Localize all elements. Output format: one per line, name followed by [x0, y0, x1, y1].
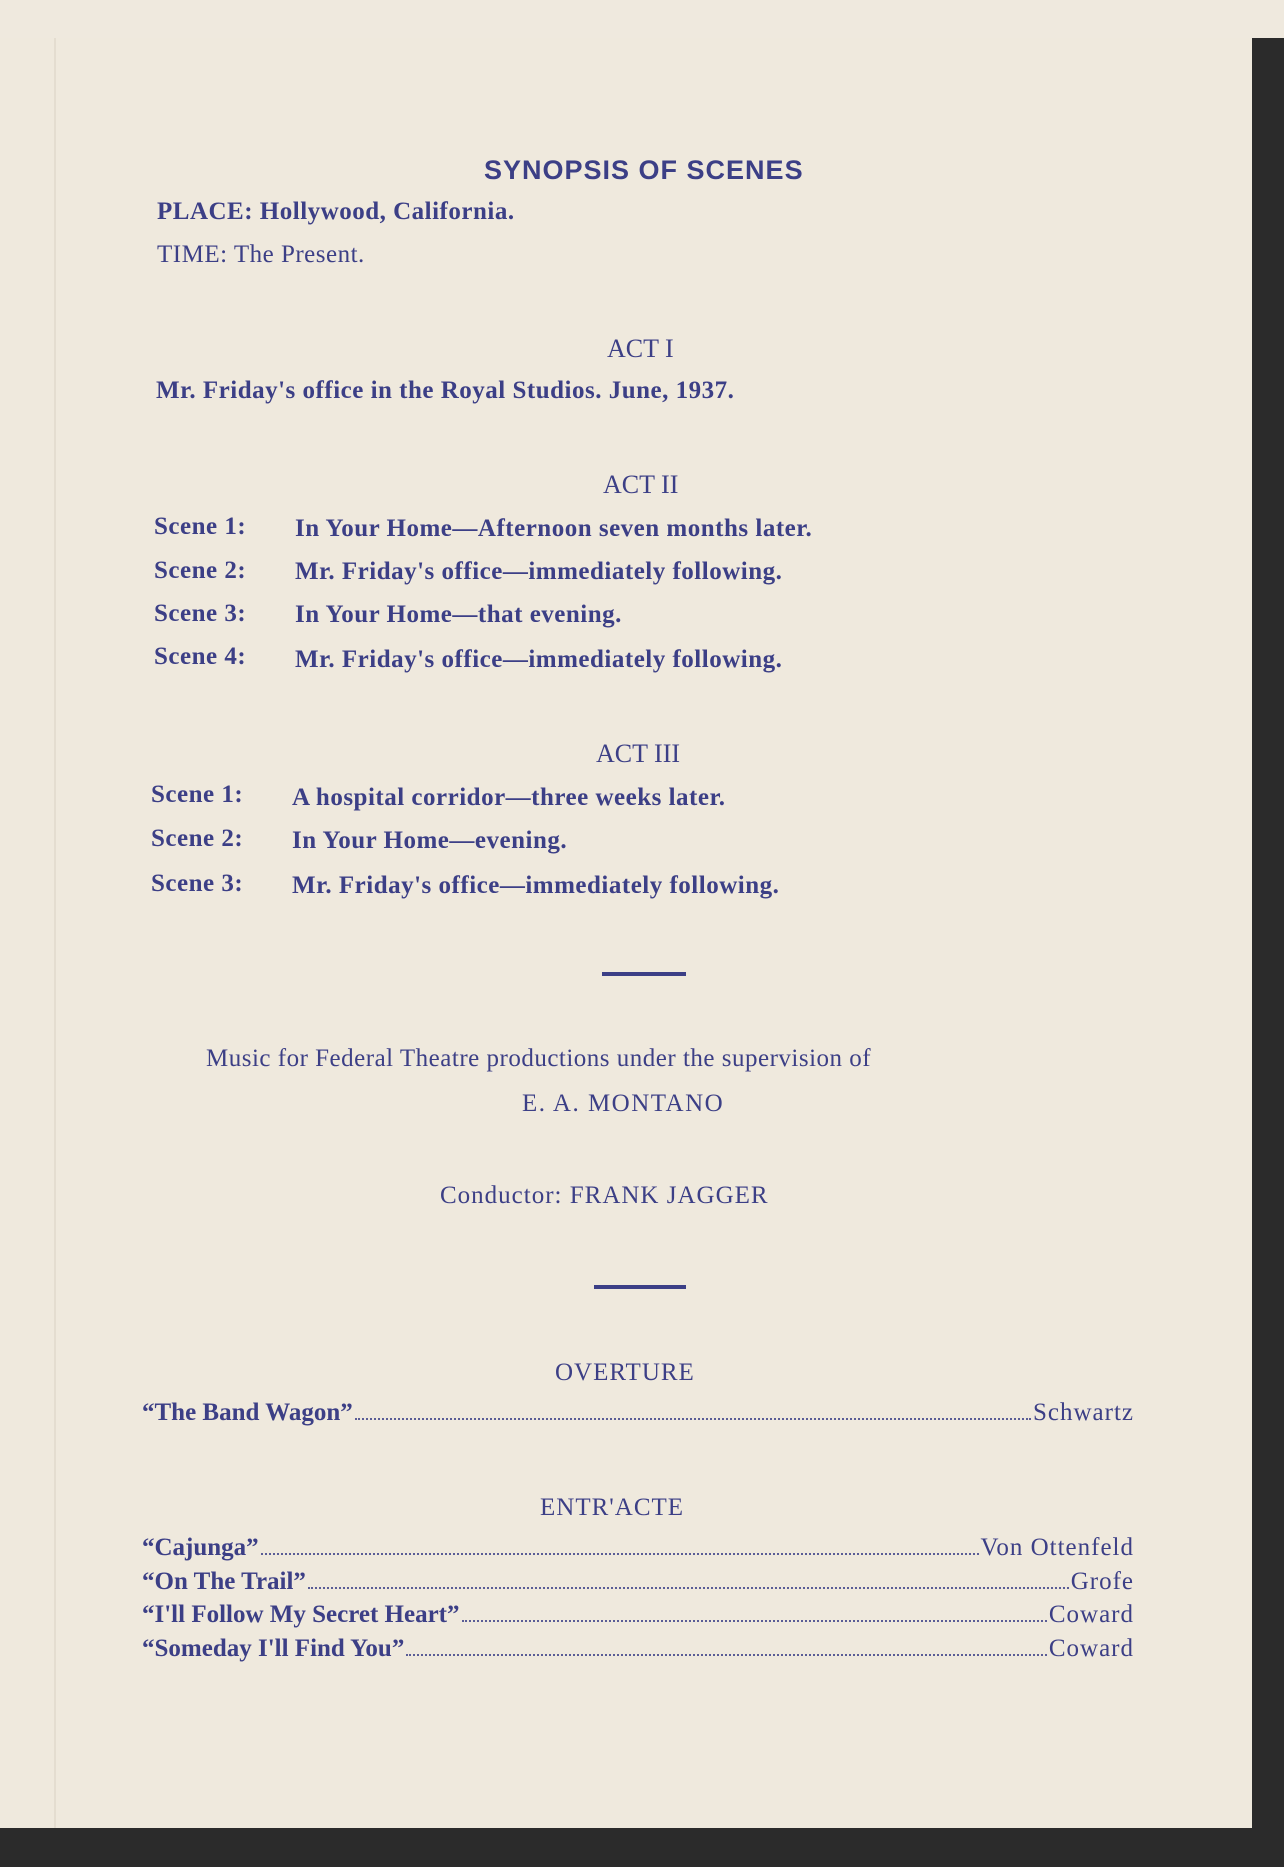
act-2-scene-3-text: In Your Home—that evening. [295, 601, 622, 628]
dot-leader [261, 1553, 979, 1555]
scan-border-bottom [0, 1828, 1284, 1867]
piece-composer: Von Ottenfeld [980, 1534, 1134, 1561]
music-credit-line: Music for Federal Theatre productions under the supervision of [206, 1045, 872, 1072]
act-2-scene-2-label: Scene 2: [154, 557, 247, 584]
piece-composer: Coward [1048, 1635, 1134, 1662]
music-supervisor: E. A. MONTANO [522, 1090, 725, 1117]
act-3-scene-3-label: Scene 3: [151, 870, 244, 897]
list-item [142, 1601, 1134, 1629]
divider-rule [602, 972, 686, 976]
piece-title: “The Band Wagon” [142, 1399, 353, 1426]
piece-composer: Coward [1048, 1601, 1134, 1628]
entracte-heading: ENTR'ACTE [540, 1494, 685, 1521]
scan-border-right [1252, 38, 1284, 1867]
dot-leader [462, 1620, 1047, 1622]
conductor-credit: Conductor: FRANK JAGGER [440, 1182, 769, 1209]
piece-title: “I'll Follow My Secret Heart” [142, 1601, 460, 1628]
act-3-scene-2-text: In Your Home—evening. [292, 827, 568, 854]
page-fold [54, 38, 56, 1828]
piece-composer: Grofe [1070, 1568, 1134, 1595]
act-2-scene-4-text: Mr. Friday's office—immediately following. [295, 646, 783, 673]
dot-leader [406, 1654, 1047, 1656]
act-2-scene-1-text: In Your Home—Afternoon seven months later. [295, 515, 813, 542]
act-1-heading: ACT I [607, 334, 674, 363]
act-3-scene-1-text: A hospital corridor—three weeks later. [292, 784, 726, 811]
time-line: TIME: The Present. [157, 241, 365, 268]
act-3-scene-3-text: Mr. Friday's office—immediately following. [292, 872, 780, 899]
list-item [142, 1568, 1134, 1596]
act-1-line: Mr. Friday's office in the Royal Studios. June, 1937. [156, 377, 735, 404]
act-3-heading: ACT III [596, 739, 681, 768]
act-3-scene-1-label: Scene 1: [151, 781, 244, 808]
act-2-scene-4-label: Scene 4: [154, 643, 247, 670]
piece-title: “Cajunga” [142, 1534, 259, 1561]
divider-rule [594, 1285, 686, 1289]
piece-title: “On The Trail” [142, 1568, 306, 1595]
list-item [142, 1534, 1134, 1562]
dot-leader [308, 1587, 1069, 1589]
act-2-scene-2-text: Mr. Friday's office—immediately following. [295, 558, 783, 585]
piece-composer: Schwartz [1032, 1399, 1134, 1426]
page-title: SYNOPSIS OF SCENES [484, 155, 804, 185]
act-2-heading: ACT II [603, 470, 679, 499]
list-item [142, 1635, 1134, 1663]
overture-heading: OVERTURE [555, 1359, 695, 1386]
act-3-scene-2-label: Scene 2: [151, 825, 244, 852]
act-2-scene-3-label: Scene 3: [154, 600, 247, 627]
place-line: PLACE: Hollywood, California. [157, 198, 515, 225]
dot-leader [355, 1418, 1031, 1420]
act-2-scene-1-label: Scene 1: [154, 513, 247, 540]
list-item [142, 1399, 1134, 1427]
piece-title: “Someday I'll Find You” [142, 1635, 405, 1662]
